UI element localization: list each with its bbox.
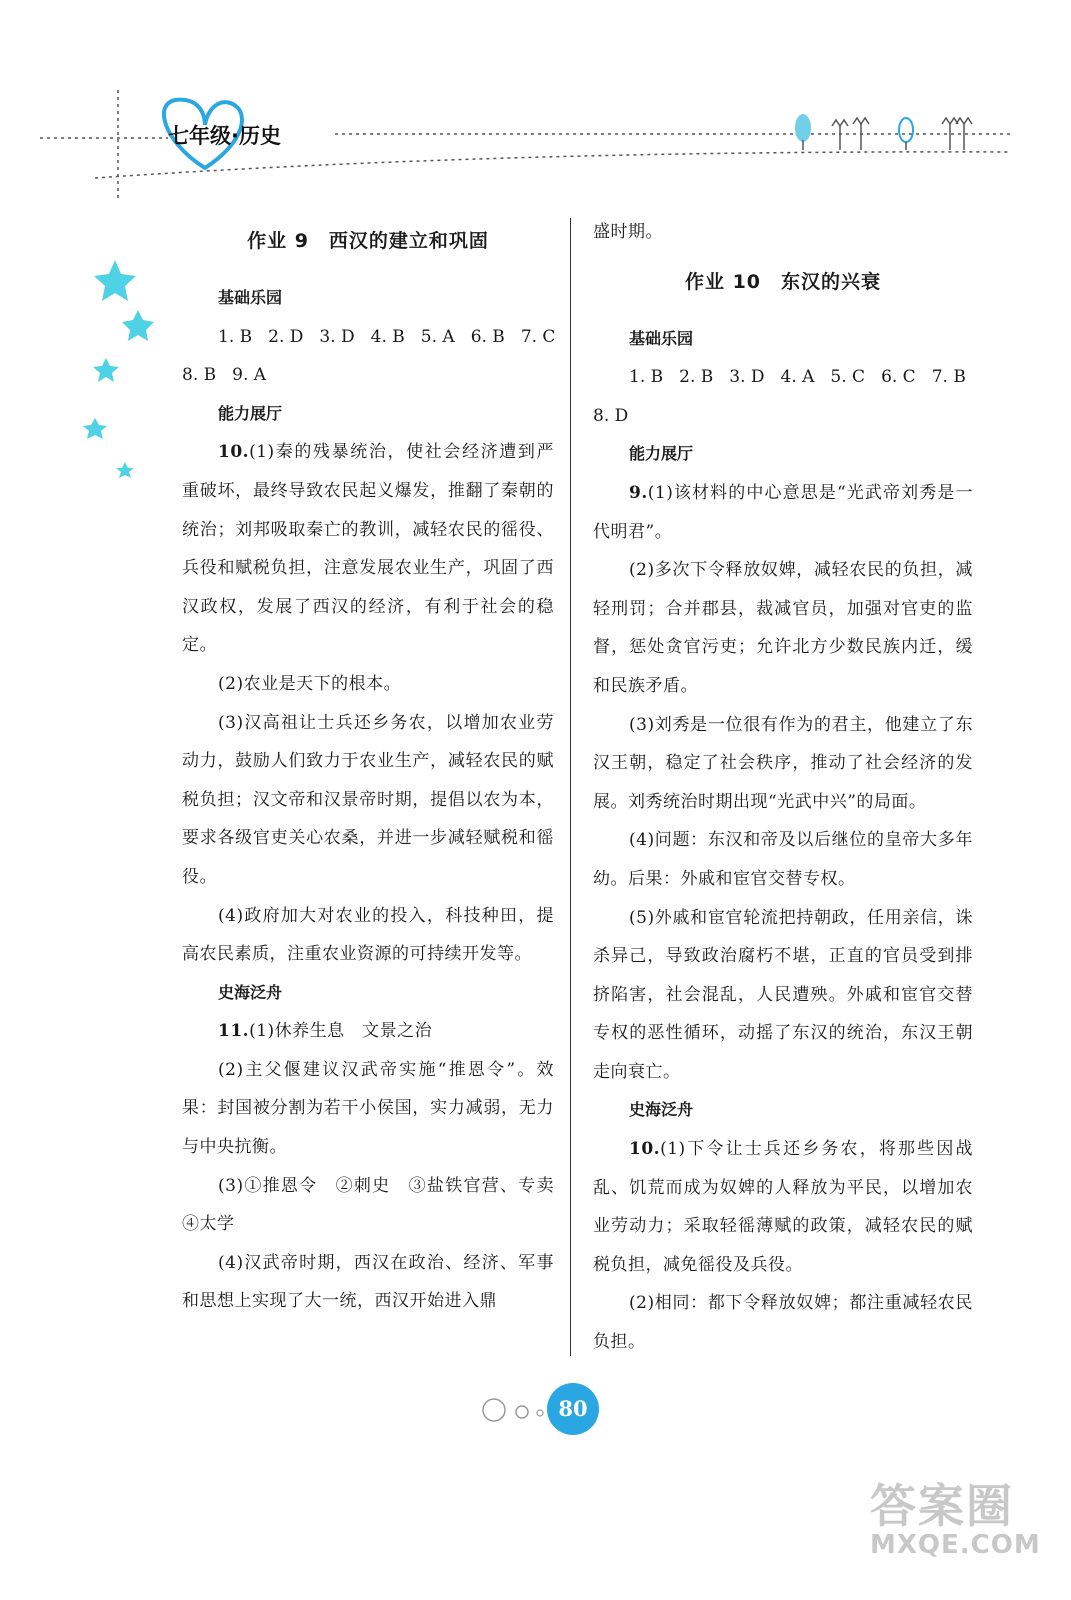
answer-item: 4. A (780, 367, 815, 388)
q10-part3: (3)汉高祖让士兵还乡务农，以增加农业劳动力，鼓励人们致力于农业生产，减轻农民的赋税负担；汉文帝和汉景帝时期，提倡以农为本，要求各级官吏关心农桑，并进一步减轻赋税和徭役。 (182, 712, 554, 887)
grade-subject-title: 七年级·历史 (168, 124, 281, 148)
q10-part2: (2)相同：都下令释放奴婢；都注重减轻农民负担。 (593, 1293, 973, 1353)
q9-part1: 9.(1)该材料的中心意思是“光武帝刘秀是一代明君”。 (593, 482, 973, 542)
section-history-sea: 史海泛舟 (629, 1100, 694, 1120)
q9-part5: (5)外戚和宦官轮流把持朝政，任用亲信，诛杀异己，导致政治腐朽不堪，正直的官员受到排挤陷害，社会混乱，人民遭殃。外戚和宦官交替专权的恶性循环，动摇了东汉的统治，东汉王朝走向衰亡。 (593, 907, 973, 1082)
watermark-logo: 答案圈 MXQE.COM (870, 1479, 1041, 1560)
page-number-decoration (480, 1395, 550, 1425)
star-icon (93, 358, 119, 382)
homework-10-title: 作业 10 东汉的兴衰 (684, 270, 882, 293)
answer-row (593, 397, 973, 436)
star-icon (94, 260, 136, 301)
answer-item: 5. C (830, 367, 866, 388)
answer-item: 7. C (520, 326, 556, 347)
q11-part2: (2)主父偃建议汉武帝实施“推恩令”。效果：封国被分割为若干小侯国，实力减弱，无力与中央抗衡。 (182, 1059, 554, 1158)
answer-item: 2. D (268, 326, 304, 347)
q10-part1: 10.(1)下令让士兵还乡务农，将那些因战乱、饥荒而成为奴婢的人释放为平民，以增加农业劳动力；采取轻徭薄赋的政策，减轻农民的赋税负担，减免徭役及兵役。 (593, 1139, 973, 1275)
stars-decoration (70, 240, 180, 500)
star-icon (122, 310, 154, 341)
right-column (593, 215, 973, 1362)
q10-part1: 10.(1)秦的残暴统治，使社会经济遭到严重破坏，最终导致农民起义爆发，推翻了秦朝的统治；刘邦吸取秦亡的教训，减轻农民的徭役、兵役和赋税负担，注意发展农业生产，巩固了西汉政权，发展了西汉的经济，有利于社会的稳定。 (182, 442, 554, 656)
answer-item: 5. A (420, 326, 455, 347)
answer-item: 3. D (729, 367, 765, 388)
answer-row (182, 356, 554, 395)
q10-part2: (2)农业是天下的根本。 (218, 673, 402, 694)
column-divider (570, 218, 571, 1356)
header-decoration (0, 0, 1071, 200)
section-ability: 能力展厅 (218, 403, 283, 423)
section-basic: 基础乐园 (218, 288, 283, 307)
page-number: 80 (547, 1383, 599, 1435)
answer-row (182, 318, 554, 357)
q9-part3: (3)刘秀是一位很有作为的君主，他建立了东汉王朝，稳定了社会秩序，推动了社会经济的发展。刘秀统治时期出现“光武中兴”的局面。 (593, 714, 973, 812)
tulip-icons (795, 114, 972, 150)
answer-item: 2. B (679, 367, 714, 388)
left-column (182, 215, 572, 1321)
answer-item: 1. B (218, 326, 253, 347)
answer-item: 1. B (629, 367, 664, 388)
q9-part4: (4)问题：东汉和帝及以后继位的皇帝大多年幼。后果：外戚和宦官交替专权。 (593, 830, 973, 889)
section-ability: 能力展厅 (629, 444, 694, 464)
star-icon (83, 418, 107, 439)
answer-item: 3. D (319, 326, 355, 347)
q11-part1: 11.(1)休养生息 文景之治 (218, 1021, 433, 1042)
answer-item: 8. D (593, 405, 629, 426)
q9-part2: (2)多次下令释放奴婢，减轻农民的负担，减轻刑罚；合并郡县，裁减官员，加强对官吏的监督，惩处贪官污吏；允许北方少数民族内迁，缓和民族矛盾。 (593, 560, 973, 696)
continued-text: 盛时期。 (593, 222, 663, 242)
answer-item: 6. B (470, 326, 505, 347)
q11-part4: (4)汉武帝时期，西汉在政治、经济、军事和思想上实现了大一统，西汉开始进入鼎 (182, 1252, 554, 1312)
homework-9-title: 作业 9 西汉的建立和巩固 (247, 230, 489, 252)
q10-part4: (4)政府加大对农业的投入，科技种田，提高农民素质，注重农业资源的可持续开发等。 (182, 905, 554, 965)
star-icon (116, 462, 134, 478)
section-basic: 基础乐园 (629, 328, 694, 348)
q11-part3: (3)①推恩令 ②刺史 ③盐铁官营、专卖 ④太学 (182, 1175, 572, 1235)
answer-item: 4. B (370, 326, 405, 347)
section-history-sea: 史海泛舟 (218, 982, 283, 1002)
answer-item: 7. B (931, 367, 966, 388)
answer-item: 6. C (881, 367, 916, 388)
answer-item: 9. A (232, 365, 267, 386)
answer-row (593, 358, 973, 397)
answer-item: 8. B (182, 365, 217, 386)
